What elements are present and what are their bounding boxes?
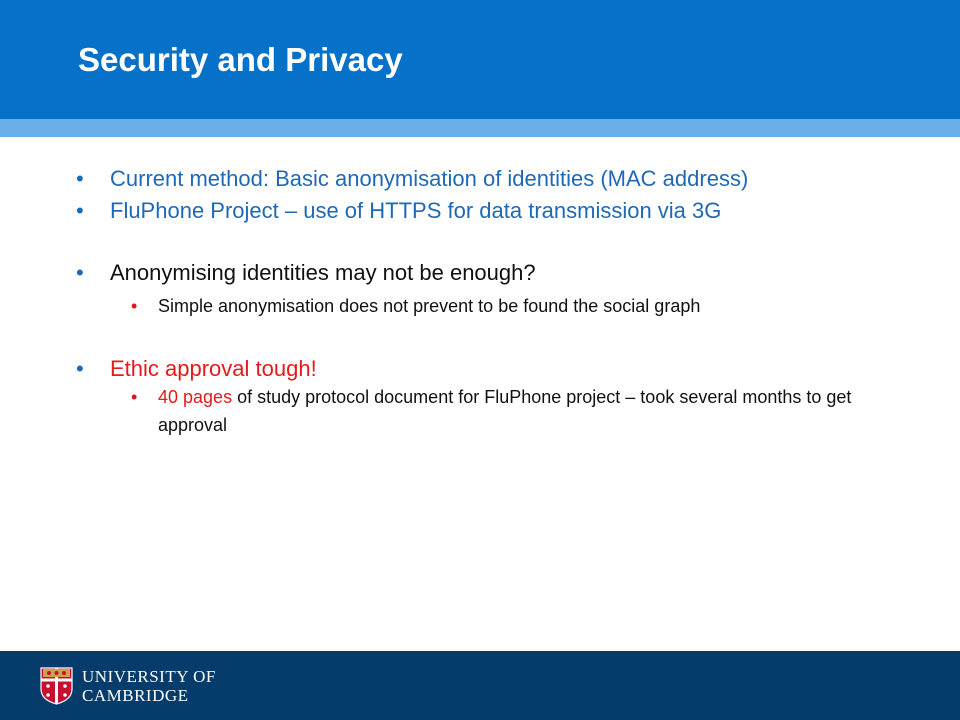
bullet-text: Current method: Basic anonymisation of identities (MAC address) <box>110 166 749 191</box>
sub-bullet-text: of study protocol document for FluPhone project – took several months to get approval <box>158 387 852 435</box>
bullet-marker: • <box>76 198 84 223</box>
sub-bullet-marker: • <box>131 387 138 407</box>
university-crest-icon <box>40 667 73 705</box>
sub-bullet-marker: • <box>131 296 138 316</box>
sub-bullet-social-graph <box>131 292 898 320</box>
bullet-text: Ethic approval tough! <box>110 356 317 381</box>
bullet-ethic-approval <box>76 354 317 384</box>
university-logo-text <box>82 667 216 705</box>
bullet-marker: • <box>76 356 84 381</box>
bullet-marker: • <box>76 166 84 191</box>
bullet-anonymising <box>76 258 536 288</box>
bullet-current-method <box>76 164 749 194</box>
bullet-text: Anonymising identities may not be enough? <box>110 260 536 285</box>
bullet-text: FluPhone Project – use of HTTPS for data transmission via 3G <box>110 198 722 223</box>
bullet-marker: • <box>76 260 84 285</box>
slide-title: Security and Privacy <box>78 41 403 78</box>
bullet-fluphone-https <box>76 196 722 226</box>
logo-line-2: CAMBRIDGE <box>82 686 189 705</box>
sub-bullet-study-protocol <box>131 383 898 439</box>
logo-line-1: UNIVERSITY OF <box>82 667 216 686</box>
title-bar-stripe <box>0 119 960 137</box>
sub-bullet-text: Simple anonymisation does not prevent to be found the social graph <box>158 296 701 316</box>
highlight-text: 40 pages <box>158 387 233 407</box>
